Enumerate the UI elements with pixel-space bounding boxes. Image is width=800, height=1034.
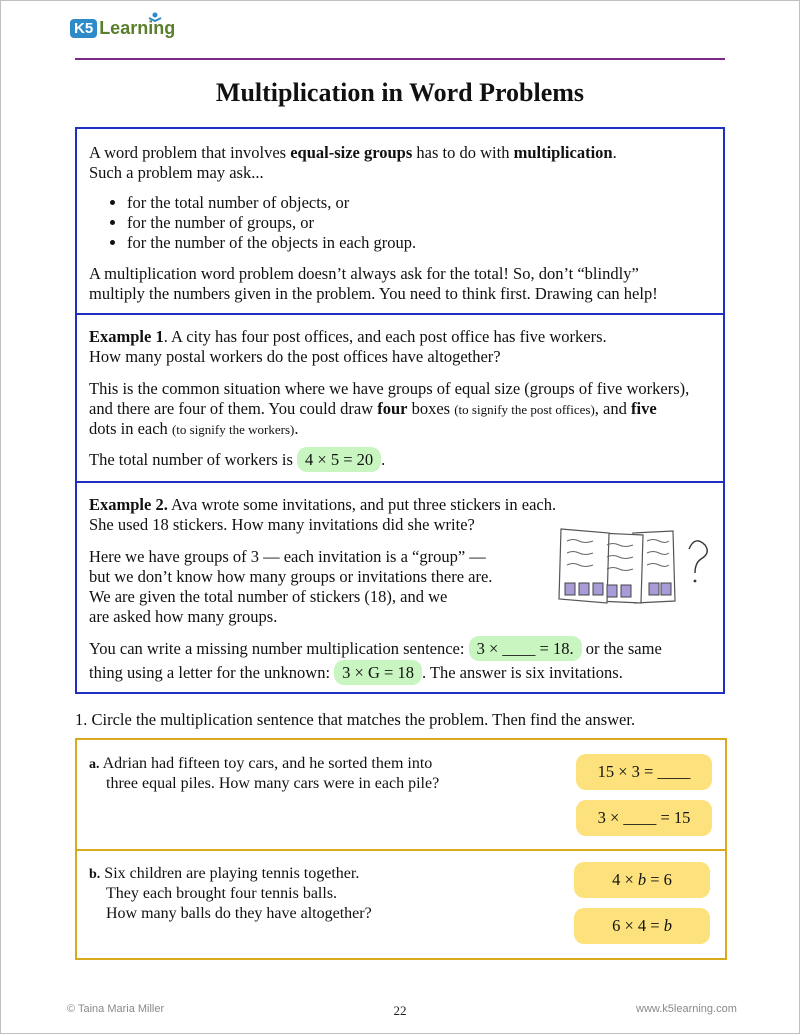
list-item: • for the total number of objects, or: [127, 193, 416, 213]
example2-sentence-line2: thing using a letter for the unknown: 3 × G = 18 . The answer is six invitations.: [89, 663, 719, 683]
example2-equation-letter-highlight: 3 × G = 18: [334, 660, 422, 685]
exercise-instruction: 1. Circle the multiplication sentence that matches the problem. Then find the answer.: [75, 710, 636, 729]
exercise-divider: [77, 849, 725, 851]
list-item: • for the number of the objects in each group.: [127, 233, 416, 253]
example2-equation-blank-highlight: 3 × ____ = 18.: [469, 636, 582, 661]
example1-para-line2: and there are four of them. You could draw four boxes (to signify the post offices), and five: [89, 399, 657, 418]
example2-para-line4: are asked how many groups.: [89, 607, 278, 626]
exercise-box: [75, 738, 727, 960]
example1-total-line: The total number of workers is 4 × 5 = 20 .: [89, 450, 719, 470]
header-rule: [75, 58, 725, 60]
example2-para-line2: but we don’t know how many groups or invitations there are.: [89, 567, 493, 586]
problem-b-line1: b. Six children are playing tennis together.: [89, 865, 360, 882]
problem-a-line1: a. Adrian had fifteen toy cars, and he sorted them into: [89, 755, 433, 772]
list-item: • for the number of groups, or: [127, 213, 416, 233]
problem-a-option-1[interactable]: 15 × 3 = ____: [576, 754, 712, 790]
footer-website: www.k5learning.com: [636, 1003, 737, 1015]
invitations-drawing: [555, 527, 715, 609]
intro-para-line2: multiply the numbers given in the problem. You need to think first. Drawing can help!: [89, 284, 658, 303]
page-number: 22: [393, 1003, 407, 1018]
intro-para-line1: A multiplication word problem doesn’t always ask for the total! So, don’t “blindly”: [89, 264, 639, 283]
intro-bullet-list: [107, 193, 416, 253]
example1-section: [77, 315, 723, 481]
example1-question-line1: Example 1. A city has four post offices, and each post office has five workers.: [89, 327, 607, 346]
problem-b-option-1[interactable]: 4 × b = 6: [574, 862, 710, 898]
example1-equation-highlight: 4 × 5 = 20: [297, 447, 381, 472]
page-title: Multiplication in Word Problems: [215, 78, 585, 107]
example1-para-line1: This is the common situation where we have groups of equal size (groups of five workers),: [89, 379, 690, 398]
question-mark-icon: [689, 541, 707, 573]
logo-text: Learning: [99, 18, 176, 38]
example2-para-line1: Here we have groups of 3 — each invitation is a “group” —: [89, 547, 486, 566]
problem-b-line2: They each brought four tennis balls.: [106, 885, 338, 902]
example2-para-line3: We are given the total number of stickers (18), and we: [89, 587, 448, 606]
logo-badge: K5: [70, 19, 97, 38]
intro-line1: A word problem that involves equal-size groups has to do with multiplication.: [89, 143, 617, 162]
example2-sentence-line1: You can write a missing number multiplication sentence: 3 × ____ = 18. or the same: [89, 639, 719, 659]
problem-a-option-2[interactable]: 3 × ____ = 15: [576, 800, 712, 836]
example1-para-line3: dots in each (to signify the workers).: [89, 419, 299, 438]
k5-learning-logo: [70, 18, 175, 39]
problem-b-option-2[interactable]: 6 × 4 = b: [574, 908, 710, 944]
problem-b-line3: How many balls do they have altogether?: [106, 905, 372, 922]
example2-question-line1: Example 2. Ava wrote some invitations, and put three stickers in each.: [89, 495, 557, 514]
footer-copyright: © Taina Maria Miller: [67, 1003, 165, 1015]
example2-section: [77, 483, 723, 690]
example2-question-line2: She used 18 stickers. How many invitations did she write?: [89, 515, 475, 534]
intro-line2: Such a problem may ask...: [89, 163, 264, 182]
example1-question-line2: How many postal workers do the post offices have altogether?: [89, 347, 501, 366]
logo-person-icon: [148, 12, 162, 24]
intro-section: [77, 129, 723, 315]
explanation-box: [75, 127, 725, 694]
problem-a-line2: three equal piles. How many cars were in each pile?: [106, 775, 440, 792]
